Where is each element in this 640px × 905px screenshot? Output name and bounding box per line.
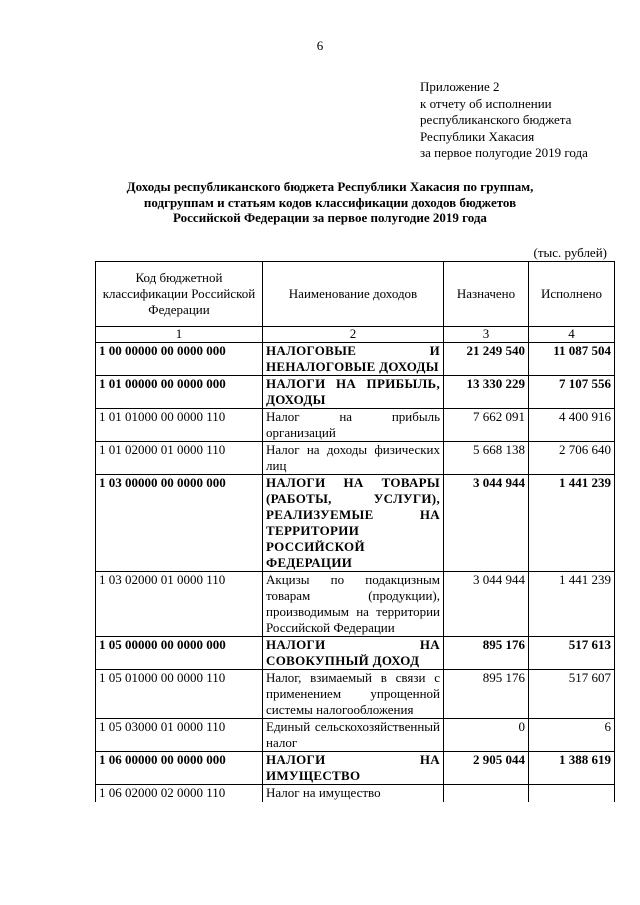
table-row	[96, 343, 615, 376]
table-row	[96, 752, 615, 785]
table-row	[96, 409, 615, 442]
appendix-line: за первое полугодие 2019 года	[420, 145, 588, 160]
title-line: Доходы республиканского бюджета Республики Хакасия по группам,	[126, 179, 534, 194]
code-cell: 1 05 03000 01 0000 110	[96, 719, 263, 752]
code-cell: 1 00 00000 00 0000 000	[96, 343, 263, 376]
name-cell: Единый сельскохозяйственный налог	[263, 719, 444, 752]
appendix-line: Приложение 2	[420, 79, 500, 94]
code-cell: 1 06 00000 00 0000 000	[96, 752, 263, 785]
name-cell: НАЛОГИ НА ИМУЩЕСТВО	[263, 752, 444, 785]
planned-cell: 13 330 229	[444, 376, 529, 409]
planned-cell: 2 905 044	[444, 752, 529, 785]
revenue-table	[95, 261, 615, 802]
code-cell: 1 05 01000 00 0000 110	[96, 670, 263, 719]
executed-cell: 517 613	[529, 637, 615, 670]
header-planned: Назначено	[444, 262, 529, 327]
code-cell: 1 01 02000 01 0000 110	[96, 442, 263, 475]
code-cell: 1 01 01000 00 0000 110	[96, 409, 263, 442]
name-cell: Налог на имущество	[263, 785, 444, 803]
table-row	[96, 442, 615, 475]
planned-cell: 3 044 944	[444, 475, 529, 572]
planned-cell: 5 668 138	[444, 442, 529, 475]
planned-cell: 895 176	[444, 670, 529, 719]
planned-cell: 3 044 944	[444, 572, 529, 637]
name-cell: Налог на доходы физических лиц	[263, 442, 444, 475]
table-row	[96, 572, 615, 637]
header-executed: Исполнено	[529, 262, 615, 327]
title-line: подгруппам и статьям кодов классификации доходов бюджетов	[143, 194, 517, 210]
planned-cell: 0	[444, 719, 529, 752]
column-number: 2	[263, 327, 444, 343]
executed-cell: 6	[529, 719, 615, 752]
table-row	[96, 637, 615, 670]
column-number: 3	[444, 327, 529, 343]
executed-cell	[529, 785, 615, 803]
executed-cell: 1 388 619	[529, 752, 615, 785]
planned-cell: 21 249 540	[444, 343, 529, 376]
name-cell: Акцизы по подакцизным товарам (продукции), производимым на территории Российской Федерации	[263, 572, 444, 637]
header-name: Наименование доходов	[263, 262, 444, 327]
appendix-line: республиканского бюджета	[420, 112, 572, 127]
name-cell: Налог, взимаемый в связи с применением упрощенной системы налогообложения	[263, 670, 444, 719]
appendix-note	[420, 79, 588, 162]
name-cell: НАЛОГИ НА СОВОКУПНЫЙ ДОХОД	[263, 637, 444, 670]
table-row	[96, 376, 615, 409]
executed-cell: 1 441 239	[529, 475, 615, 572]
executed-cell: 1 441 239	[529, 572, 615, 637]
name-cell: НАЛОГИ НА ТОВАРЫ (РАБОТЫ, УСЛУГИ), РЕАЛИЗУЕМЫЕ НА ТЕРРИТОРИИ РОССИЙСКОЙ ФЕДЕРАЦИИ	[263, 475, 444, 572]
column-number: 4	[529, 327, 615, 343]
executed-cell: 4 400 916	[529, 409, 615, 442]
planned-cell: 895 176	[444, 637, 529, 670]
planned-cell: 7 662 091	[444, 409, 529, 442]
header-code: Код бюджетной классификации Российской Федерации	[96, 262, 263, 327]
document-title	[80, 179, 580, 226]
appendix-line: Республики Хакасия	[420, 128, 535, 144]
code-cell: 1 01 00000 00 0000 000	[96, 376, 263, 409]
title-line: Российской Федерации за первое полугодие 2019 года	[173, 210, 487, 225]
name-cell: НАЛОГИ НА ПРИБЫЛЬ, ДОХОДЫ	[263, 376, 444, 409]
executed-cell: 517 607	[529, 670, 615, 719]
executed-cell: 11 087 504	[529, 343, 615, 376]
code-cell: 1 05 00000 00 0000 000	[96, 637, 263, 670]
table-row	[96, 670, 615, 719]
table-row	[96, 785, 615, 803]
executed-cell: 2 706 640	[529, 442, 615, 475]
planned-cell	[444, 785, 529, 803]
appendix-line: к отчету об исполнении	[420, 95, 552, 111]
executed-cell: 7 107 556	[529, 376, 615, 409]
table-row	[96, 475, 615, 572]
code-cell: 1 06 02000 02 0000 110	[96, 785, 263, 803]
code-cell: 1 03 00000 00 0000 000	[96, 475, 263, 572]
table-row	[96, 719, 615, 752]
name-cell: Налог на прибыль организаций	[263, 409, 444, 442]
name-cell: НАЛОГОВЫЕ И НЕНАЛОГОВЫЕ ДОХОДЫ	[263, 343, 444, 376]
column-number: 1	[96, 327, 263, 343]
units-label: (тыс. рублей)	[533, 245, 607, 260]
page-number: 6	[316, 38, 324, 53]
code-cell: 1 03 02000 01 0000 110	[96, 572, 263, 637]
